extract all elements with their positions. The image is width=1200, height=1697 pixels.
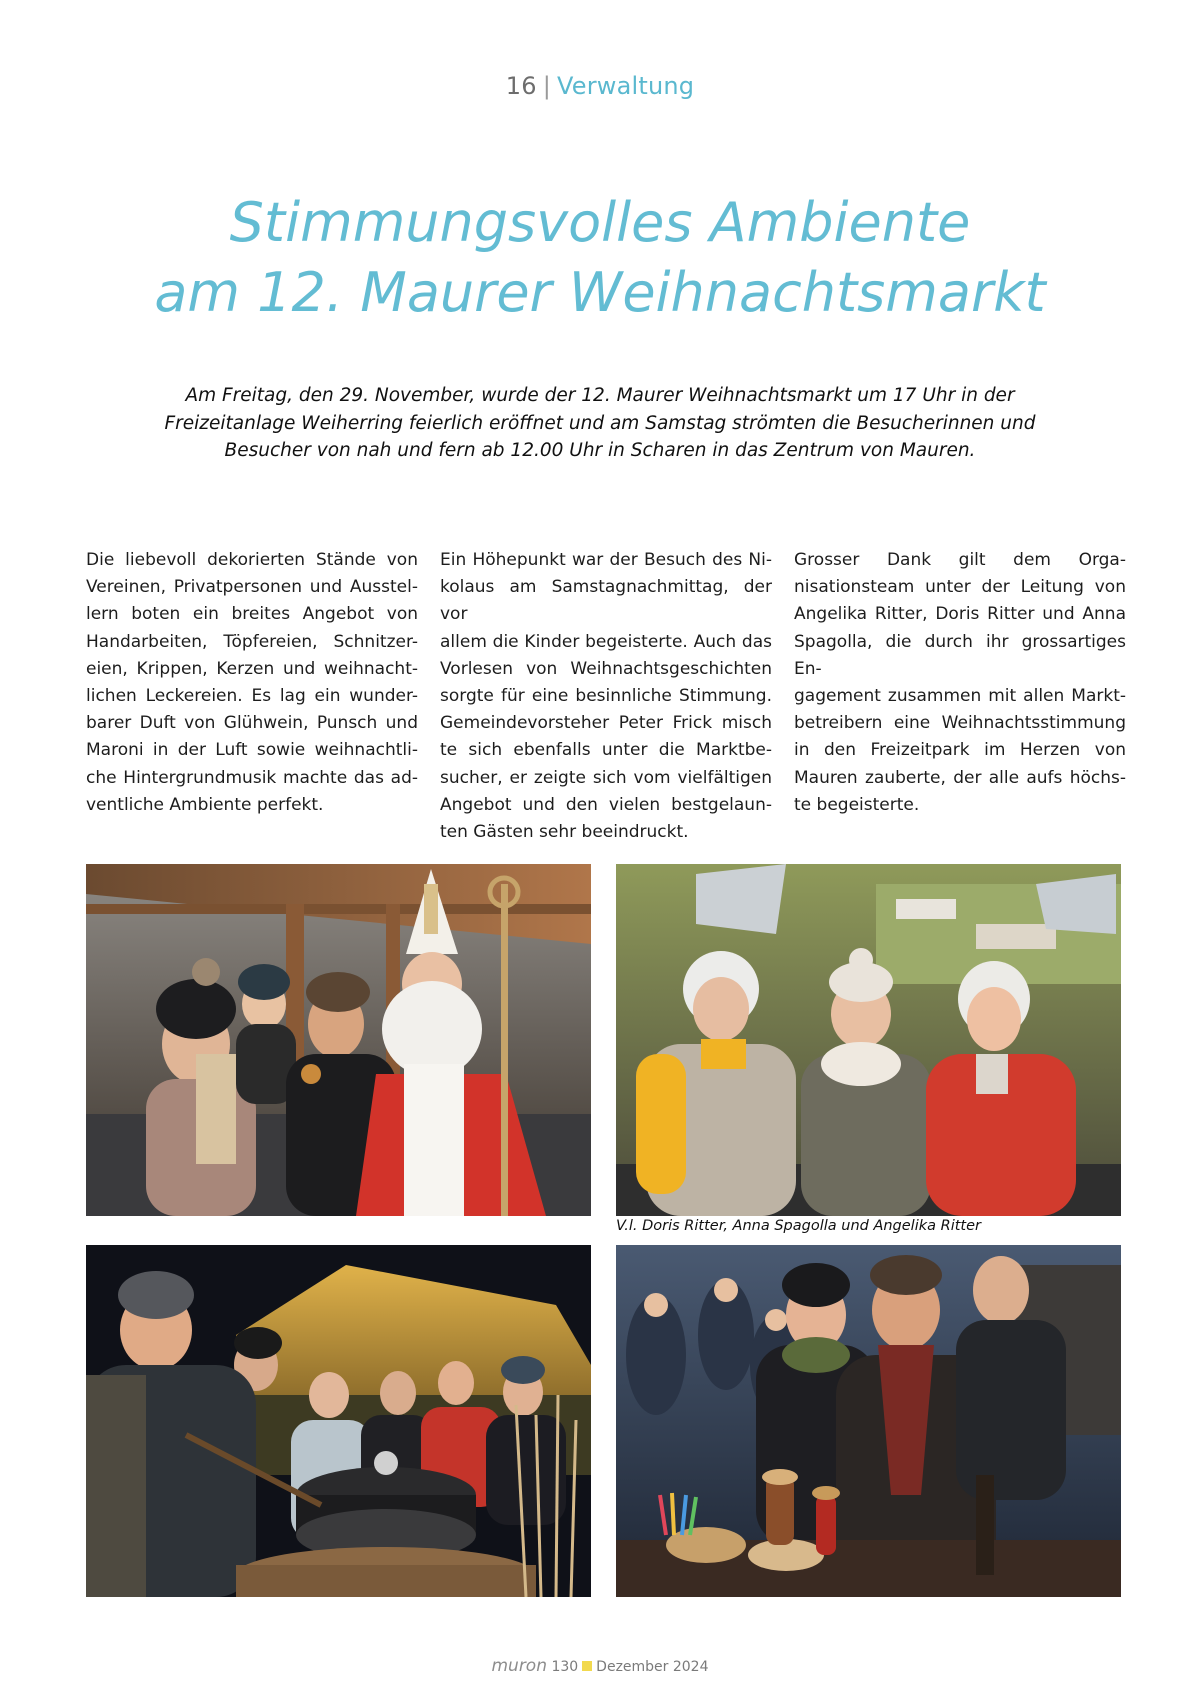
body-line: gagement zusammen mit allen Markt- [794,686,1126,707]
body-line: allem die Kinder begeisterte. Auch das [440,631,772,652]
body-line: ten Gästen sehr beeindruckt. [440,822,689,843]
body-line: Angelika Ritter, Doris Ritter und Anna [794,604,1126,625]
page-number: 16 [505,72,537,100]
body-line: barer Duft von Glühwein, Punsch und [86,713,418,734]
body-line: Handarbeiten, Töpfereien, Schnitzer- [86,631,418,652]
photo-caption: V.l. Doris Ritter, Anna Spagolla und Angelika Ritter [616,1218,981,1234]
lead-line: Freizeitanlage Weiherring feierlich eröffnet und am Samstag strömten die Besucherinnen und [164,412,1036,434]
body-line: te sich ebenfalls unter die Marktbe- [440,740,772,761]
body-line: Grosser Dank gilt dem Orga- [794,550,1126,570]
body-line: sucher, er zeigte sich vom vielfältigen [440,767,772,788]
body-line: lern boten ein breites Angebot von [86,604,418,625]
body-line: eien, Krippen, Kerzen und weihnacht- [86,658,418,679]
body-column-3 [794,547,1126,819]
page-footer [0,1656,1200,1676]
photo-organisation-team [616,864,1121,1216]
body-line: sorgte für eine besinnliche Stimmung. [440,686,772,707]
photo-gemeindevorsteher [616,1245,1121,1597]
body-line: che Hintergrundmusik machte das ad- [86,767,418,788]
issue-date: Dezember 2024 [596,1659,709,1675]
body-line: te begeisterte. [794,794,920,815]
photo-maroni-roasting [86,1245,591,1597]
photo-nikolaus-family [86,864,591,1216]
lead-line: Besucher von nah und fern ab 12.00 Uhr in Scharen in das Zentrum von Mauren. [224,440,976,461]
body-line: Mauren zauberte, der alle aufs höchs- [794,767,1126,788]
body-line: betreibern eine Weihnachtsstimmung [794,713,1126,734]
body-line: Maroni in der Luft sowie weihnachtli- [86,740,418,761]
header-separator: | [542,72,551,100]
body-line: Die liebevoll dekorierten Stände von [86,550,418,570]
body-line: lichen Leckereien. Es lag ein wunder- [86,686,418,707]
body-line: Angebot und den vielen bestgelaun- [440,794,772,815]
body-line: ventliche Ambiente perfekt. [86,794,324,815]
article-title [60,188,1140,328]
section-name: Verwaltung [556,72,695,100]
title-line: am 12. Maurer Weihnachtsmarkt [154,261,1046,324]
body-line: Spagolla, die durch ihr grossartiges En- [794,631,1126,679]
title-line: Stimmungsvolles Ambiente [229,191,971,254]
body-line: Vorlesen von Weihnachtsgeschichten [440,658,772,679]
body-line: Ein Höhepunkt war der Besuch des Ni- [440,550,772,570]
magazine-brand: muron [491,1656,547,1676]
footer-square-icon [582,1661,592,1671]
body-line: kolaus am Samstagnachmittag, der vor [440,577,772,625]
body-column-2 [440,547,772,846]
body-line: Vereinen, Privatpersonen und Ausstel- [86,577,418,598]
body-column-1 [86,547,418,819]
lead-line: Am Freitag, den 29. November, wurde der 12. Maurer Weihnachtsmarkt um 17 Uhr in der [185,385,1015,406]
body-line: Gemeindevorsteher Peter Frick misch [440,713,772,734]
issue-number: 130 [551,1659,579,1675]
page-header [0,72,1200,100]
body-line: nisationsteam unter der Leitung von [794,577,1126,598]
body-line: in den Freizeitpark im Herzen von [794,740,1126,761]
article-lead [120,382,1080,465]
